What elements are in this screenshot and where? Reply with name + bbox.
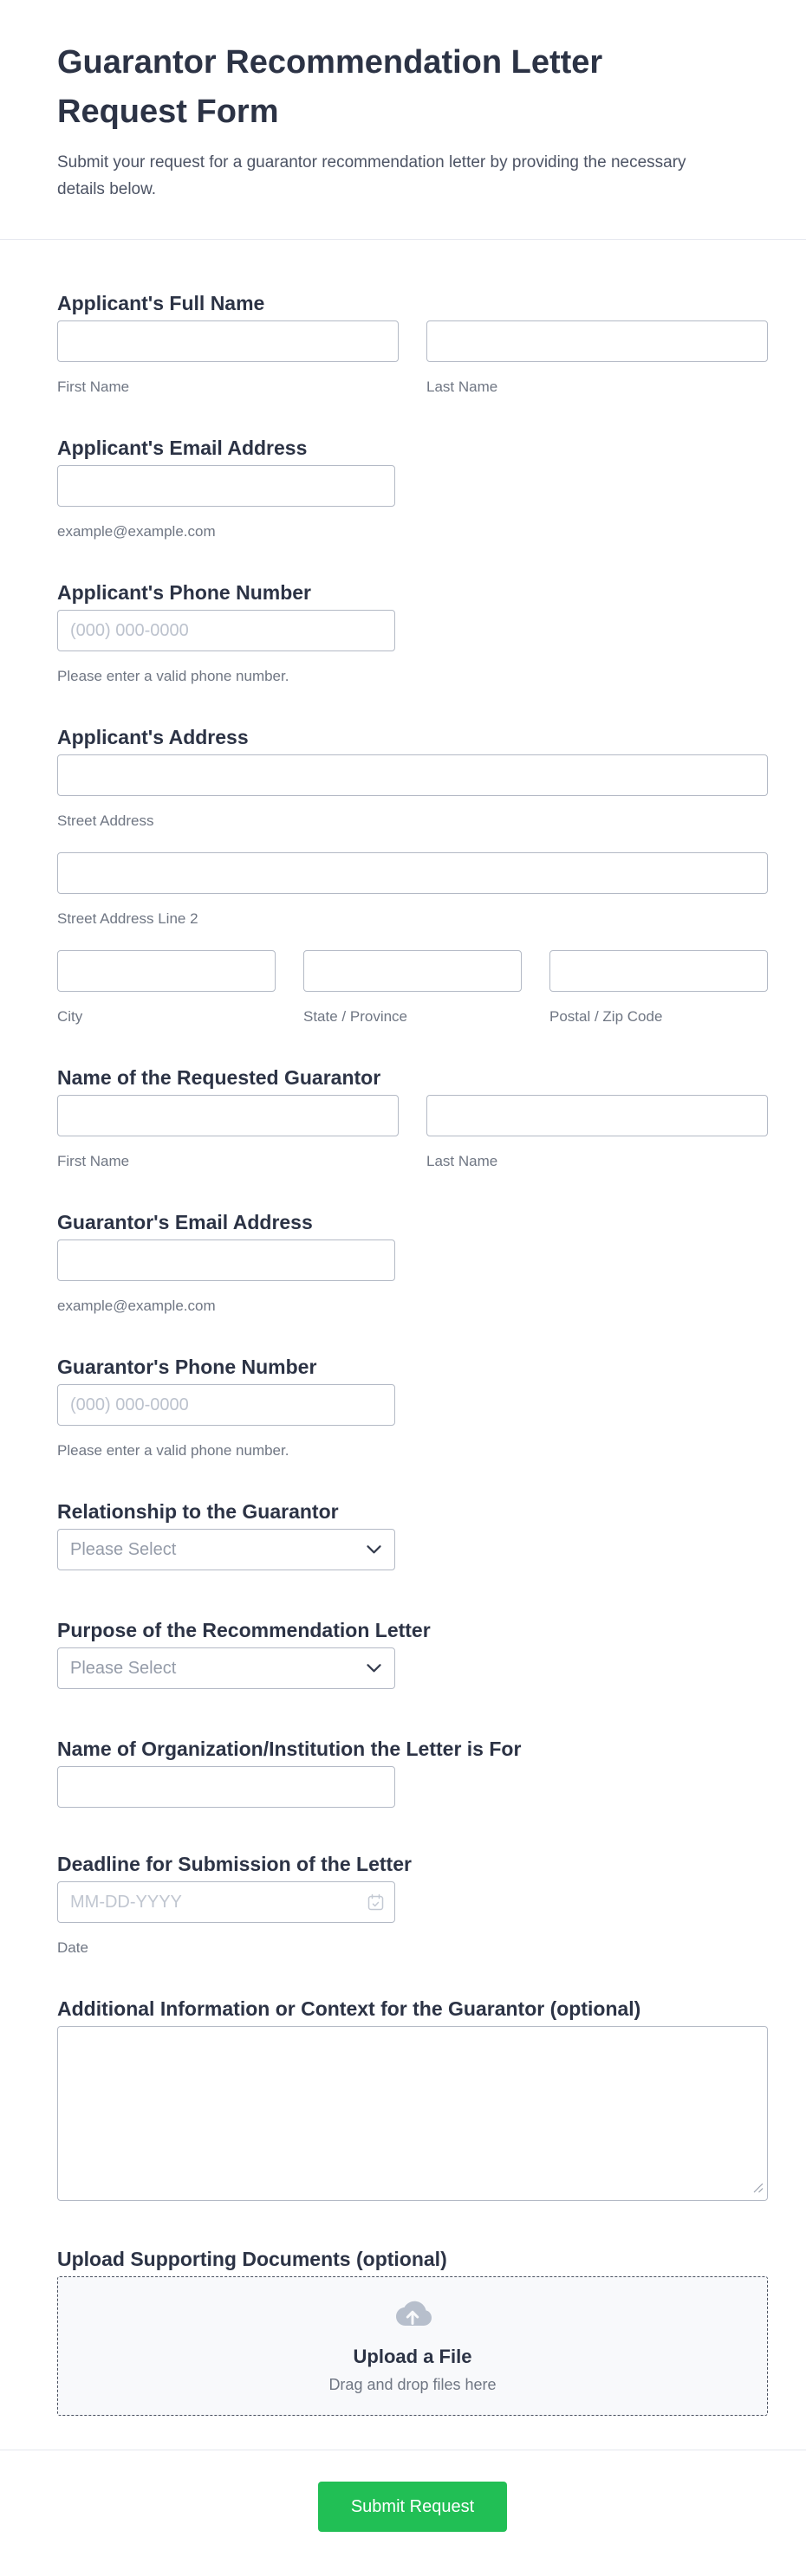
- upload-title: Upload a File: [353, 2345, 472, 2367]
- purpose-select-value: Please Select: [70, 1658, 177, 1678]
- relationship-select-value: Please Select: [70, 1539, 177, 1559]
- submit-button[interactable]: Submit Request: [318, 2482, 507, 2532]
- field-label: Relationship to the Guarantor: [57, 1500, 339, 1523]
- field-label: Purpose of the Recommendation Letter: [57, 1619, 431, 1641]
- cloud-upload-icon: [392, 2299, 433, 2333]
- guarantor-last-name-input[interactable]: [426, 1095, 768, 1136]
- relationship-select[interactable]: [57, 1529, 395, 1570]
- sublabel-city: City: [57, 1008, 83, 1025]
- sublabel-email-example: example@example.com: [57, 523, 216, 540]
- field-label: Applicant's Phone Number: [57, 581, 312, 604]
- sublabel-email-example: example@example.com: [57, 1298, 216, 1314]
- sublabel-date: Date: [57, 1939, 88, 1956]
- guarantor-first-name-input[interactable]: [57, 1095, 399, 1136]
- sublabel-last-name: Last Name: [426, 379, 498, 395]
- applicant-last-name-input[interactable]: [426, 320, 768, 362]
- calendar-icon[interactable]: [367, 1893, 384, 1911]
- page-subtitle: Submit your request for a guarantor recommendation letter by providing the necessary details below.: [57, 153, 686, 198]
- state-province-input[interactable]: [303, 950, 522, 992]
- field-applicant-phone: [57, 579, 768, 686]
- field-label: Guarantor's Email Address: [57, 1211, 313, 1233]
- form-body: [0, 240, 806, 2450]
- field-label: Additional Information or Context for the Guarantor (optional): [57, 1997, 641, 2020]
- field-label: Applicant's Full Name: [57, 292, 265, 314]
- sublabel-phone-hint: Please enter a valid phone number.: [57, 1442, 289, 1459]
- organization-input[interactable]: [57, 1766, 395, 1808]
- field-label: Name of the Requested Guarantor: [57, 1066, 381, 1089]
- field-label: Upload Supporting Documents (optional): [57, 2248, 447, 2270]
- field-applicant-full-name: [57, 290, 768, 397]
- field-applicant-email: [57, 435, 768, 541]
- sublabel-street-address-line2: Street Address Line 2: [57, 910, 198, 927]
- street-address-input[interactable]: [57, 754, 768, 796]
- field-relationship: [57, 1498, 768, 1570]
- field-label: Deadline for Submission of the Letter: [57, 1853, 412, 1875]
- street-address-line2-input[interactable]: [57, 852, 768, 894]
- form-footer: [0, 2450, 806, 2532]
- sublabel-phone-hint: Please enter a valid phone number.: [57, 668, 289, 684]
- chevron-down-icon: [367, 1664, 381, 1673]
- sublabel-street-address: Street Address: [57, 812, 154, 829]
- postal-zip-input[interactable]: [549, 950, 768, 992]
- field-guarantor-name: [57, 1065, 768, 1171]
- field-guarantor-phone: [57, 1354, 768, 1460]
- additional-info-textarea[interactable]: [57, 2026, 768, 2201]
- field-guarantor-email: [57, 1209, 768, 1316]
- sublabel-first-name: First Name: [57, 1153, 130, 1169]
- field-upload: [57, 2246, 768, 2416]
- resize-handle-icon[interactable]: [753, 2183, 764, 2193]
- form-header: [0, 0, 806, 240]
- field-additional-info: [57, 1996, 768, 2201]
- field-label: Name of Organization/Institution the Letter is For: [57, 1738, 522, 1760]
- applicant-phone-input[interactable]: [57, 610, 395, 651]
- applicant-email-input[interactable]: [57, 465, 395, 507]
- upload-hint: Drag and drop files here: [328, 2375, 497, 2393]
- guarantor-email-input[interactable]: [57, 1239, 395, 1281]
- upload-dropzone[interactable]: [57, 2276, 768, 2416]
- sublabel-first-name: First Name: [57, 379, 130, 395]
- field-label: Applicant's Address: [57, 726, 249, 748]
- sublabel-postal-zip: Postal / Zip Code: [549, 1008, 663, 1025]
- field-purpose: [57, 1617, 768, 1689]
- applicant-first-name-input[interactable]: [57, 320, 399, 362]
- chevron-down-icon: [367, 1545, 381, 1555]
- purpose-select[interactable]: [57, 1647, 395, 1689]
- field-applicant-address: [57, 724, 768, 1026]
- deadline-date-input[interactable]: [57, 1881, 395, 1923]
- field-label: Applicant's Email Address: [57, 437, 308, 459]
- field-label: Guarantor's Phone Number: [57, 1356, 317, 1378]
- field-deadline: [57, 1851, 768, 1958]
- field-organization: [57, 1736, 768, 1808]
- city-input[interactable]: [57, 950, 276, 992]
- guarantor-phone-input[interactable]: [57, 1384, 395, 1426]
- sublabel-last-name: Last Name: [426, 1153, 498, 1169]
- page-title: Guarantor Recommendation Letter Request Form: [57, 44, 603, 130]
- sublabel-state-province: State / Province: [303, 1008, 408, 1025]
